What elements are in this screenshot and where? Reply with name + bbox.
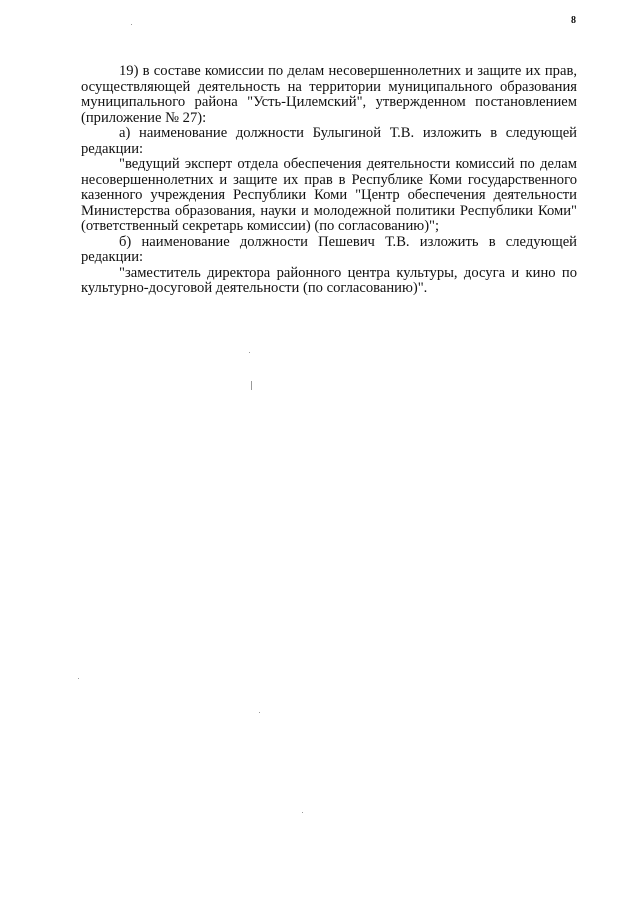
- scan-speck: [302, 812, 303, 813]
- paragraph-subitem-b: б) наименование должности Пешевич Т.В. изложить в следующей редакции:: [81, 233, 577, 265]
- paragraph-quote-b: "заместитель директора районного центра культуры, досуга и кино по культурно-досуговой деятельности (по согласованию)".: [81, 264, 577, 296]
- scan-speck: [131, 24, 132, 25]
- paragraph-quote-a: "ведущий эксперт отдела обеспечения деятельности комиссий по делам несовершеннолетних и защите их прав в Республике Коми государственного казенного учреждения Республики Коми "Центр обеспечения деятельности Министерства образования, науки и молодежной политики Республики Коми" (ответственный секретарь комиссии) (по согласованию)";: [81, 156, 577, 234]
- document-body: [81, 64, 577, 297]
- scan-speck: [251, 381, 252, 390]
- scan-speck: [259, 712, 260, 713]
- paragraph-subitem-a: а) наименование должности Булыгиной Т.В. изложить в следующей редакции:: [81, 125, 577, 157]
- scan-speck: [249, 352, 250, 353]
- paragraph-item-19: 19) в составе комиссии по делам несовершеннолетних и защите их прав, осуществляющей деятельность на территории муниципального образования муниципального района "Усть-Цилемский", утвержденном постановлением (приложение № 27):: [81, 63, 577, 126]
- scan-speck: [78, 678, 79, 679]
- page-number: 8: [571, 15, 576, 26]
